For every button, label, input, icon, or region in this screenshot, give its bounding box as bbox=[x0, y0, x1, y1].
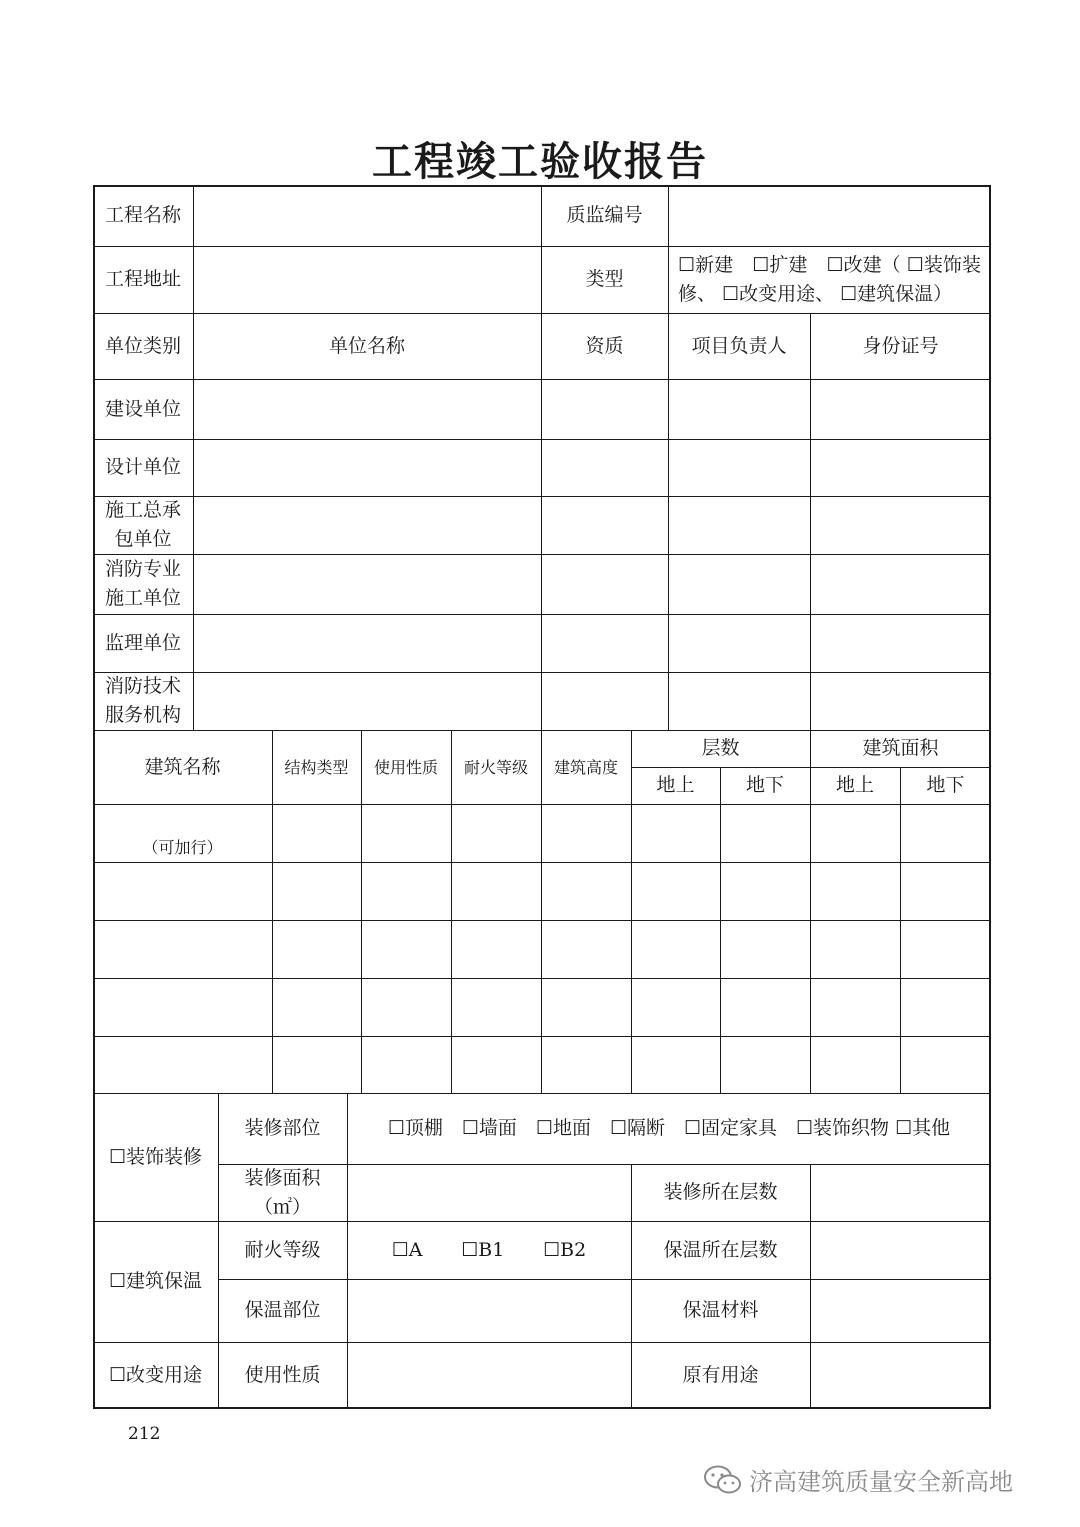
project-address-field[interactable] bbox=[193, 246, 541, 313]
insulation-fire-rating-label: 耐火等级 bbox=[244, 1238, 321, 1261]
row-divider bbox=[93, 379, 991, 380]
insulation-material-label: 保温材料 bbox=[682, 1299, 759, 1321]
col-divider bbox=[810, 1164, 811, 1409]
project-address-label: 工程地址 bbox=[105, 268, 182, 290]
project-name-field[interactable] bbox=[193, 185, 541, 246]
rating-a-checkbox[interactable]: ☐A bbox=[391, 1238, 423, 1261]
decoration-floors-label: 装修所在层数 bbox=[663, 1181, 778, 1203]
area-below-header: 地下 bbox=[926, 774, 965, 796]
rating-b1-checkbox[interactable]: ☐B1 bbox=[461, 1238, 505, 1261]
insulation-ratings bbox=[347, 1221, 631, 1279]
unit-category-cell: 消防技术服务机构 bbox=[104, 675, 181, 726]
id-number-header: 身份证号 bbox=[862, 334, 939, 357]
wechat-icon bbox=[703, 1464, 743, 1496]
unit-category-cell: 设计单位 bbox=[105, 456, 182, 478]
project-leader-header: 项目负责人 bbox=[691, 334, 787, 357]
row-divider bbox=[93, 554, 991, 555]
unit-category-cell: 施工总承包单位 bbox=[104, 499, 181, 550]
decoration-area-label: 装修面积（㎡） bbox=[244, 1166, 321, 1218]
usage-label: 使用性质 bbox=[244, 1364, 321, 1386]
col-divider bbox=[900, 767, 901, 1093]
col-divider bbox=[720, 767, 721, 1093]
floors-below-header: 地下 bbox=[745, 774, 784, 796]
usage-header: 使用性质 bbox=[373, 757, 438, 777]
row-divider bbox=[93, 1036, 991, 1037]
row-divider bbox=[93, 614, 991, 615]
floors-header: 层数 bbox=[701, 737, 740, 759]
original-usage-label: 原有用途 bbox=[682, 1364, 759, 1386]
decoration-part-label: 装修部位 bbox=[244, 1117, 321, 1139]
type-options[interactable]: ☐新建 ☐扩建 ☐改建（ ☐装饰装修、 ☐改变用途、 ☐建筑保温） bbox=[678, 253, 981, 305]
fire-rating-header: 耐火等级 bbox=[463, 757, 528, 777]
unit-category-header: 单位类别 bbox=[105, 334, 182, 357]
area-header: 建筑面积 bbox=[862, 737, 939, 759]
page-number: 212 bbox=[128, 1424, 161, 1444]
building-name-header: 建筑名称 bbox=[144, 755, 221, 778]
rating-b2-checkbox[interactable]: ☐B2 bbox=[543, 1238, 587, 1261]
row-divider bbox=[93, 439, 991, 440]
row-divider bbox=[93, 496, 991, 497]
row-divider bbox=[93, 804, 991, 805]
row-divider bbox=[93, 920, 991, 921]
qs-number-label: 质监编号 bbox=[566, 204, 643, 226]
area-above-header: 地上 bbox=[835, 774, 874, 796]
qs-number-field[interactable] bbox=[668, 185, 991, 246]
watermark bbox=[703, 1462, 1013, 1497]
insulation-checkbox[interactable]: ☐建筑保温 bbox=[108, 1270, 203, 1292]
type-label: 类型 bbox=[585, 268, 624, 290]
insulation-part-label: 保温部位 bbox=[244, 1299, 321, 1321]
qualification-header: 资质 bbox=[585, 334, 624, 357]
floors-above-header: 地上 bbox=[656, 774, 695, 796]
insulation-floors-label: 保温所在层数 bbox=[663, 1238, 778, 1261]
decoration-part-options[interactable]: ☐顶棚 ☐墙面 ☐地面 ☐隔断 ☐固定家具 ☐装饰织物 ☐其他 bbox=[387, 1117, 951, 1139]
unit-name-header: 单位名称 bbox=[328, 334, 405, 357]
unit-category-cell: 监理单位 bbox=[105, 631, 182, 654]
row-divider bbox=[93, 978, 991, 979]
unit-category-cell: 消防专业施工单位 bbox=[104, 558, 181, 609]
decoration-checkbox[interactable]: ☐装饰装修 bbox=[108, 1145, 203, 1168]
usage-change-checkbox[interactable]: ☐改变用途 bbox=[108, 1364, 203, 1386]
project-name-label: 工程名称 bbox=[105, 204, 182, 226]
page-title: 工程竣工验收报告 bbox=[372, 138, 708, 185]
row-divider bbox=[93, 672, 991, 673]
structure-type-header: 结构类型 bbox=[284, 757, 349, 777]
unit-category-cell: 建设单位 bbox=[105, 397, 182, 420]
watermark-text: 济高建筑质量安全新高地 bbox=[749, 1468, 1013, 1496]
add-rows-note: （可加行） bbox=[142, 837, 223, 857]
building-height-header: 建筑高度 bbox=[553, 757, 618, 777]
row-divider bbox=[93, 862, 991, 863]
